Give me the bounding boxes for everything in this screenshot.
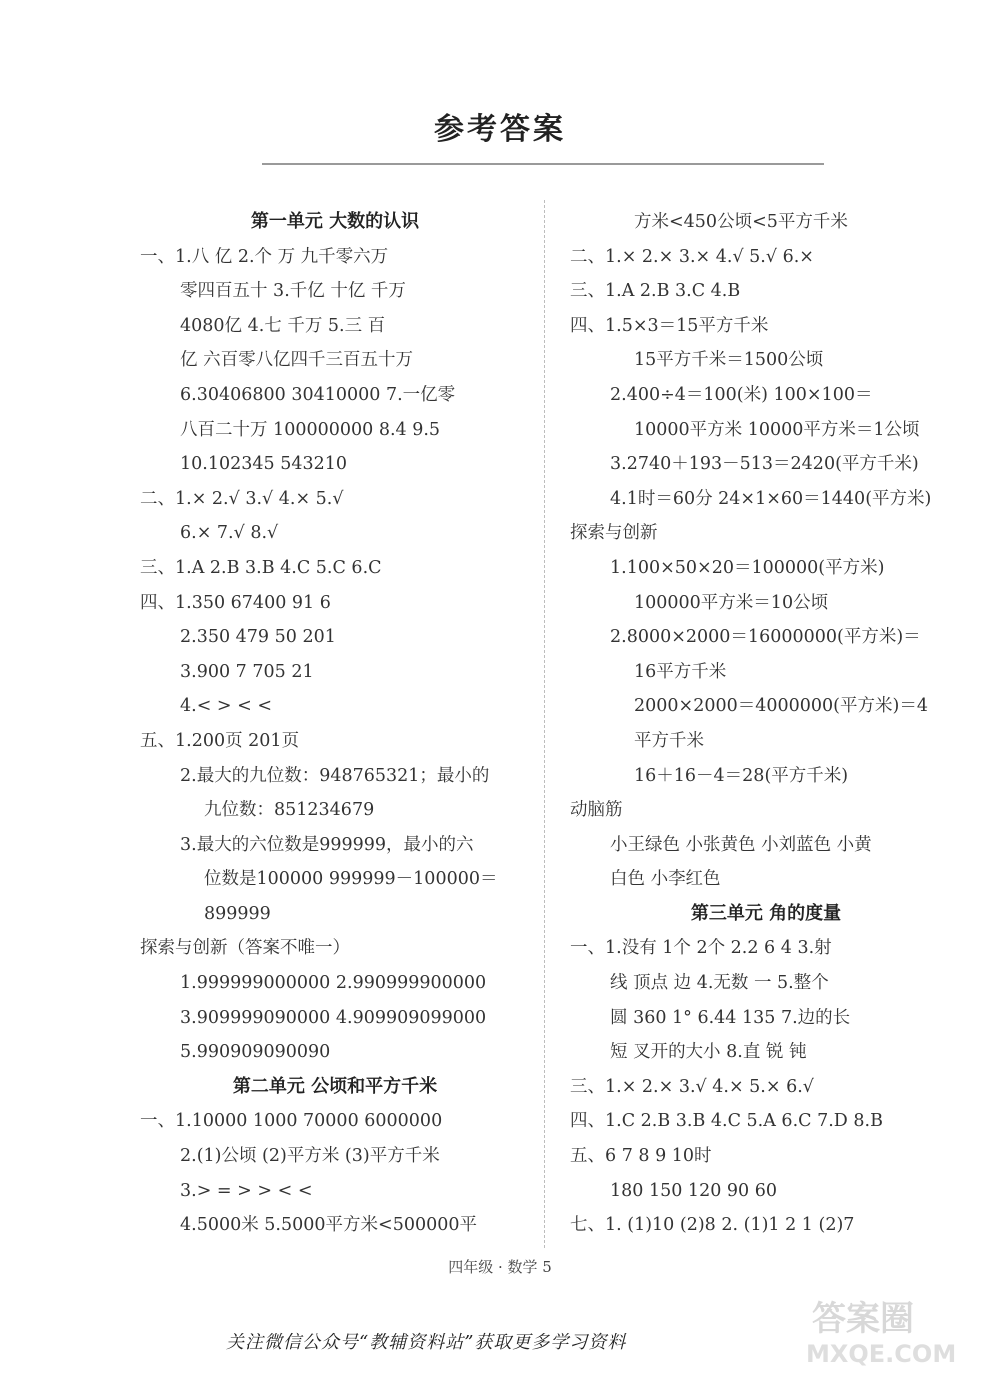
watermark-top-text: 答案圈 (812, 1299, 914, 1339)
column-divider (544, 200, 545, 1248)
answer-line: 四、1.C 2.B 3.B 4.C 5.A 6.C 7.D 8.B (570, 1111, 883, 1132)
answer-line: 6.× 7.√ 8.√ (180, 523, 279, 544)
answer-line: 二、1.× 2.× 3.× 4.√ 5.√ 6.× (570, 246, 814, 267)
answer-line: 探索与创新（答案不唯一） (140, 938, 350, 959)
answer-line: 四、1.350 67400 91 6 (140, 592, 331, 613)
answer-line: 4.< > < < (180, 696, 273, 717)
answer-line: 10.102345 543210 (180, 454, 348, 475)
section-heading: 第三单元 角的度量 (690, 902, 842, 924)
answer-line: 2.8000×2000＝16000000(平方米)＝ (610, 627, 921, 648)
answer-line: 七、1. (1)10 (2)8 2. (1)1 2 1 (2)7 (570, 1215, 855, 1236)
section-heading: 第一单元 大数的认识 (250, 211, 420, 232)
answer-line: 100000平方米＝10公顷 (634, 592, 829, 613)
answer-line: 180 150 120 90 60 (610, 1180, 777, 1201)
right-column (570, 205, 962, 1243)
answer-line: 短 叉开的大小 8.直 锐 钝 (610, 1042, 807, 1063)
page-footer: 四年级 · 数学 5 (448, 1258, 552, 1276)
answer-line: 动脑筋 (570, 800, 623, 821)
answer-line: 5.990909090090 (180, 1042, 331, 1063)
answer-line: 一、1.八 亿 2.个 万 九千零六万 (140, 246, 389, 267)
answer-line: 2.350 479 50 201 (180, 627, 336, 648)
answer-line: 线 顶点 边 4.无数 一 5.整个 (610, 973, 829, 994)
answer-line: 4080亿 4.七 千万 5.三 百 (180, 315, 386, 336)
answer-line: 二、1.× 2.√ 3.√ 4.× 5.√ (140, 488, 344, 509)
answer-line: 白色 小李红色 (610, 869, 721, 890)
answer-line: 位数是100000 999999－100000＝ (204, 869, 498, 890)
answer-line: 九位数：851234679 (204, 800, 375, 821)
answer-line: 1.100×50×20＝100000(平方米) (610, 557, 885, 578)
answer-line: 零四百五十 3.千亿 十亿 千万 (180, 281, 406, 302)
answer-line: 三、1.A 2.B 3.C 4.B (570, 281, 741, 302)
answer-line: 3.> = > > < < (180, 1180, 313, 1201)
left-column (140, 205, 530, 1243)
answer-line: 圆 360 1° 6.44 135 7.边的长 (610, 1007, 851, 1028)
answer-line: 3.909999090000 4.909909099000 (180, 1007, 487, 1028)
bottom-banner: 关注微信公众号“教辅资料站”获取更多学习资料 (226, 1332, 627, 1353)
answer-line: 6.30406800 30410000 7.一亿零 (180, 384, 456, 405)
answer-line: 五、1.200页 201页 (140, 730, 300, 751)
answer-line: 2.(1)公顷 (2)平方米 (3)平方千米 (180, 1146, 440, 1167)
answer-line: 16平方千米 (634, 661, 727, 682)
answer-line: 三、1.A 2.B 3.B 4.C 5.C 6.C (140, 557, 382, 578)
answer-line: 899999 (204, 903, 271, 924)
answer-line: 平方千米 (634, 730, 704, 751)
answer-line: 2.最大的九位数：948765321；最小的 (180, 765, 490, 786)
answer-line: 3.900 7 705 21 (180, 661, 314, 682)
answer-line: 三、1.× 2.× 3.√ 4.× 5.× 6.√ (570, 1076, 814, 1097)
answer-line: 一、1.10000 1000 70000 6000000 (140, 1111, 443, 1132)
answer-line: 八百二十万 100000000 8.4 9.5 (180, 419, 441, 440)
answer-line: 3.最大的六位数是999999，最小的六 (180, 834, 474, 855)
answer-line: 4.1时＝60分 24×1×60＝1440(平方米) (610, 488, 932, 509)
section-heading: 第二单元 公顷和平方千米 (232, 1075, 438, 1097)
page-title: 参考答案 (434, 112, 566, 147)
answer-line: 五、6 7 8 9 10时 (570, 1146, 712, 1167)
answer-line: 2.400÷4＝100(米) 100×100＝ (610, 384, 873, 405)
answer-line: 一、1.没有 1个 2个 2.2 6 4 3.射 (570, 938, 832, 959)
answer-line: 小王绿色 小张黄色 小刘蓝色 小黄 (610, 834, 872, 855)
answer-line: 方米<450公顷<5平方千米 (634, 212, 848, 232)
answer-line: 2000×2000＝4000000(平方米)＝4 (634, 696, 928, 717)
answer-line: 1.999999000000 2.990999900000 (180, 973, 487, 994)
answer-line: 10000平方米 10000平方米＝1公顷 (634, 419, 920, 440)
answer-line: 四、1.5×3＝15平方千米 (570, 315, 769, 336)
answer-line: 15平方千米＝1500公顷 (634, 350, 824, 371)
watermark-logo (800, 1290, 970, 1370)
answer-line: 探索与创新 (570, 523, 658, 544)
title-divider (262, 163, 824, 165)
answer-line: 16＋16－4＝28(平方千米) (634, 765, 849, 786)
answer-line: 4.5000米 5.5000平方米<500000平 (180, 1215, 477, 1236)
answer-line: 3.2740＋193－513＝2420(平方千米) (610, 454, 919, 475)
answer-line: 亿 六百零八亿四千三百五十万 (180, 350, 414, 371)
watermark-bottom-text: MXQE.COM (806, 1340, 957, 1368)
